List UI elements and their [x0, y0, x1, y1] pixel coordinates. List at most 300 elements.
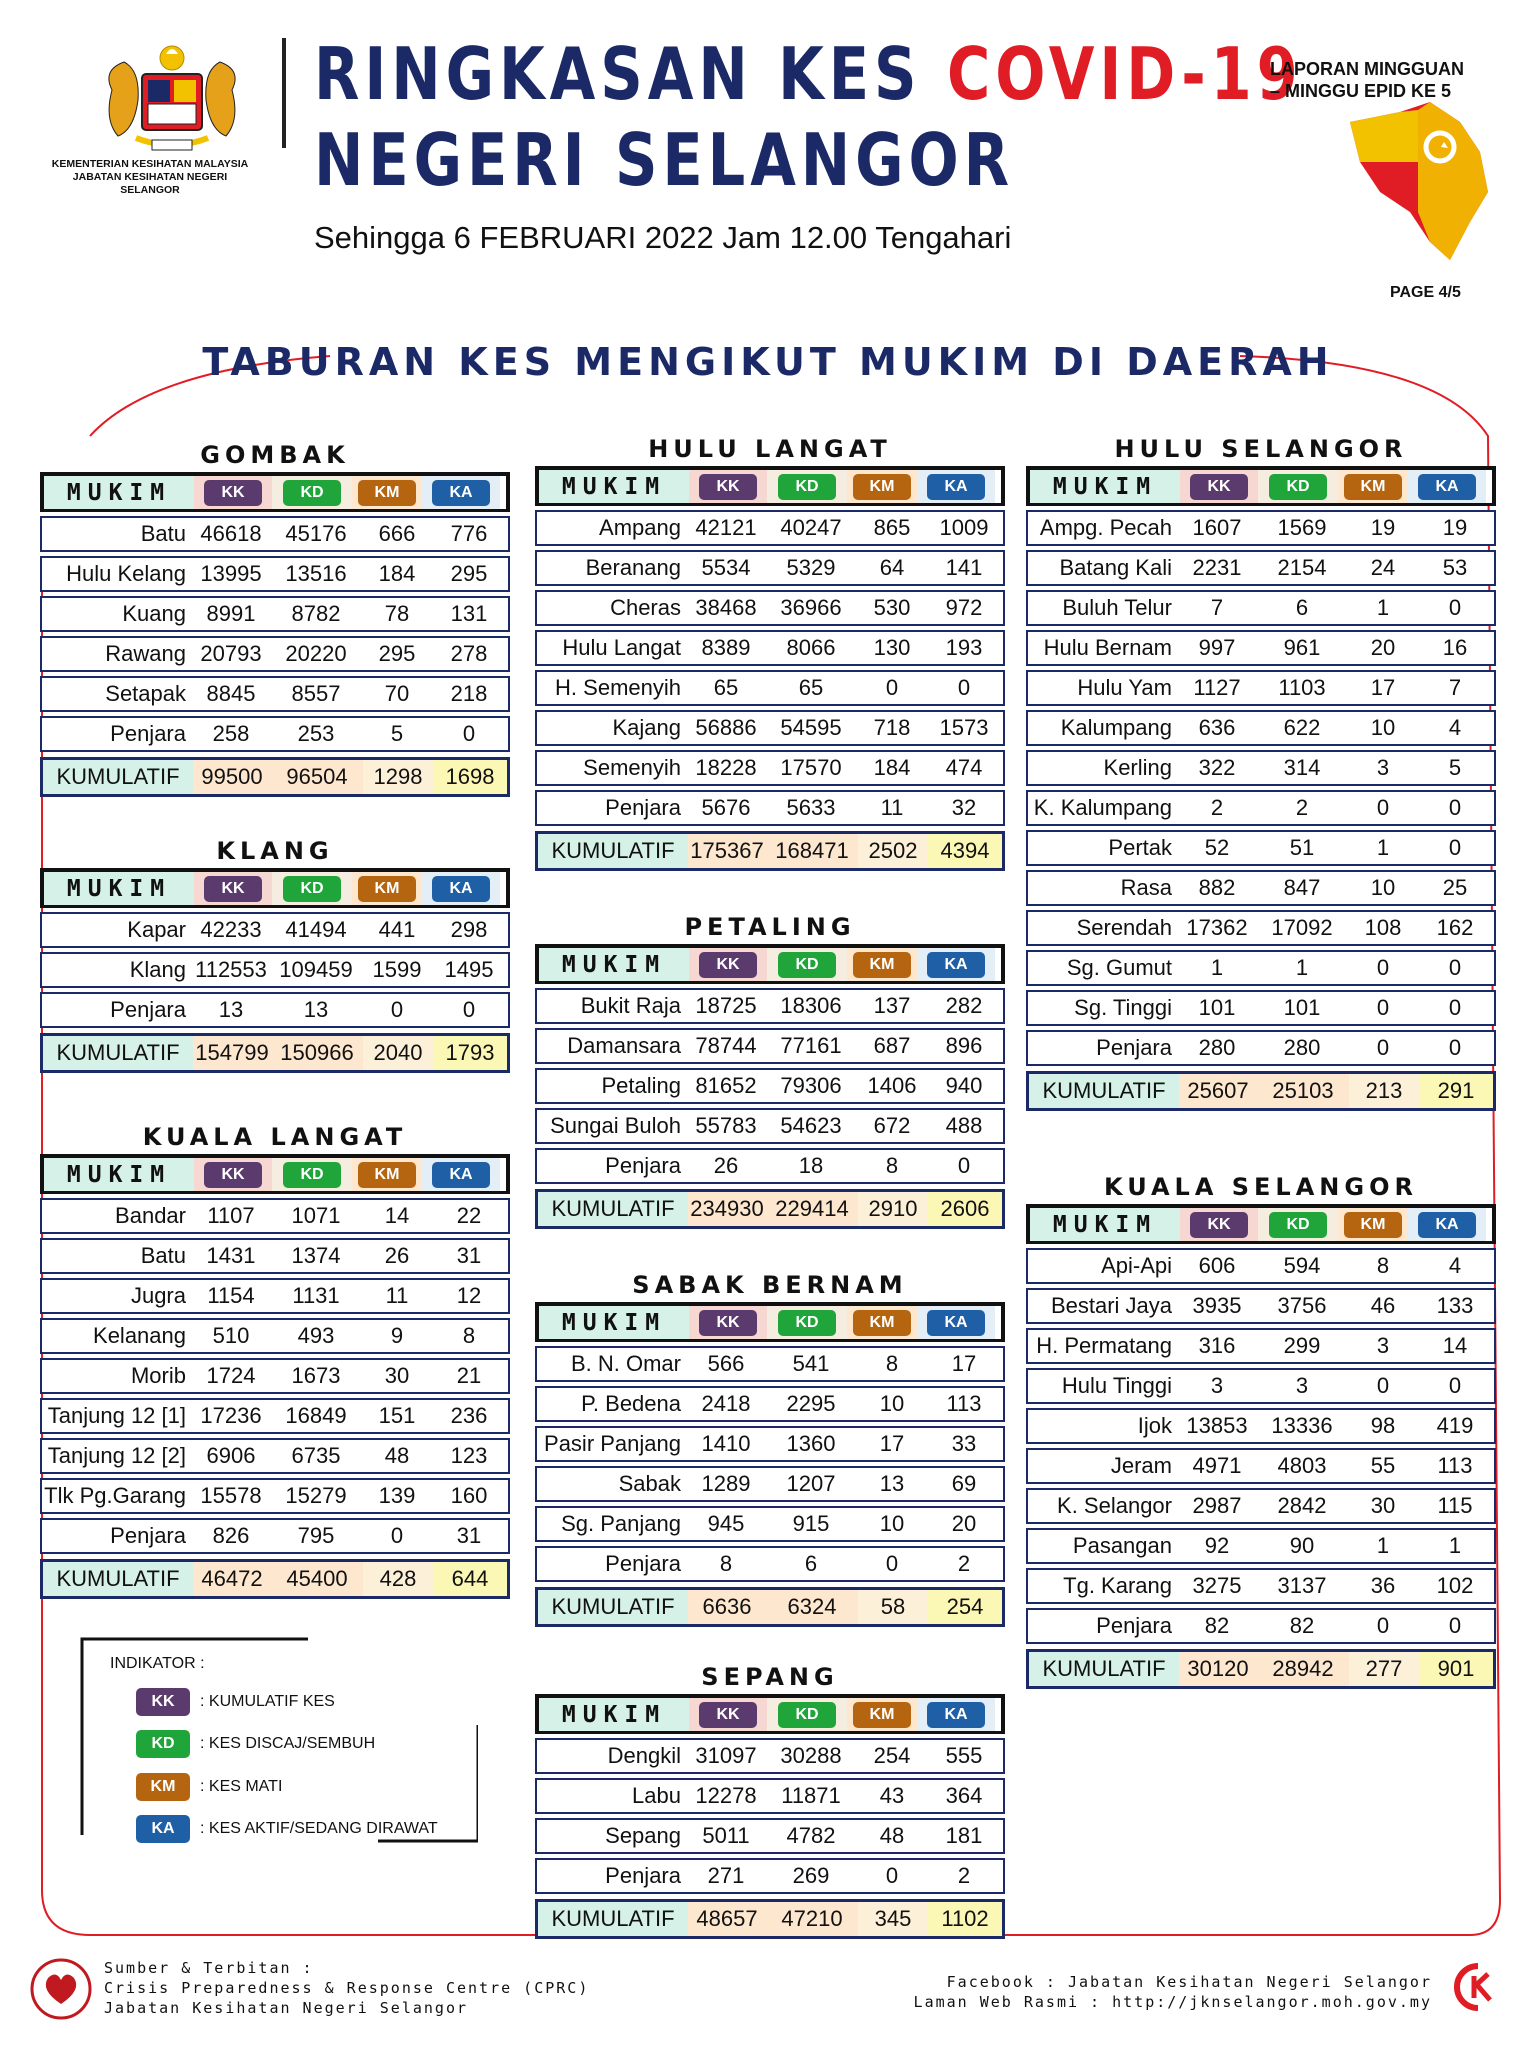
value-kk: 826	[212, 1523, 250, 1548]
value-km: 137	[873, 993, 911, 1018]
column-ka-cell	[917, 1306, 995, 1339]
table-row	[40, 1278, 510, 1314]
value-ka: 20	[951, 1511, 977, 1536]
value-km: 14	[384, 1203, 410, 1228]
column-mukim: MUKIM	[539, 948, 689, 981]
value-km: 130	[873, 635, 911, 660]
mukim-name: Hulu Yam	[1077, 675, 1172, 700]
value-kd: 13516	[285, 561, 347, 586]
table-row	[40, 1518, 510, 1554]
table-row	[40, 636, 510, 672]
mukim-name: Jeram	[1110, 1453, 1172, 1478]
mukim-name: Setapak	[105, 681, 186, 706]
value-kd: 915	[792, 1511, 830, 1536]
value-kd: 6735	[291, 1443, 341, 1468]
value-kk: 2418	[701, 1391, 751, 1416]
value-km: 184	[378, 561, 416, 586]
value-km: 441	[378, 917, 416, 942]
mukim-name: Kapar	[127, 917, 186, 942]
total-km: 1298	[363, 760, 433, 794]
value-ka: 31	[456, 1523, 482, 1548]
total-label: KUMULATIF	[43, 1036, 193, 1070]
value-kd: 18306	[780, 993, 842, 1018]
table-header	[40, 868, 510, 908]
table-row	[1026, 950, 1496, 986]
section-title: TABURAN KES MENGIKUT MUKIM DI DAERAH	[202, 340, 1334, 384]
table-row	[535, 750, 1005, 786]
district-hulu-langat	[535, 432, 1005, 871]
total-label: KUMULATIF	[538, 1590, 688, 1624]
value-kd: 54595	[780, 715, 842, 740]
table-row	[40, 1478, 510, 1514]
column-km-cell	[847, 1306, 917, 1339]
mukim-name: Tg. Karang	[1063, 1573, 1172, 1598]
table-row	[535, 630, 1005, 666]
value-km: 30	[384, 1363, 410, 1388]
value-km: 0	[885, 1551, 899, 1576]
total-km: 2040	[363, 1036, 433, 1070]
value-ka: 1	[1448, 1533, 1462, 1558]
total-km: 345	[858, 1902, 928, 1936]
value-ka: 181	[945, 1823, 983, 1848]
value-ka: 474	[945, 755, 983, 780]
value-kd: 1673	[291, 1363, 341, 1388]
value-ka: 14	[1442, 1333, 1468, 1358]
value-ka: 7	[1448, 675, 1462, 700]
legend-ka-badge: KA	[136, 1815, 190, 1843]
value-kk: 510	[212, 1323, 250, 1348]
value-km: 9	[390, 1323, 404, 1348]
total-kk: 6636	[688, 1590, 766, 1624]
value-km: 11	[385, 1283, 409, 1308]
column-kk-cell	[194, 476, 272, 509]
mukim-name: Damansara	[567, 1033, 681, 1058]
district-name: GOMBAK	[200, 441, 350, 469]
value-ka: 896	[945, 1033, 983, 1058]
table-row	[1026, 750, 1496, 786]
value-km: 1	[1376, 1533, 1390, 1558]
value-km: 254	[873, 1743, 911, 1768]
footer-left-line1: Sumber & Terbitan :	[104, 1959, 314, 1977]
total-kd: 168471	[766, 834, 858, 868]
mukim-name: Beranang	[585, 555, 681, 580]
value-kd: 20220	[285, 641, 347, 666]
value-ka: 0	[957, 675, 971, 700]
value-ka: 2	[957, 1551, 971, 1576]
value-ka: 4	[1448, 1253, 1462, 1278]
value-km: 0	[390, 997, 404, 1022]
footer-contact	[820, 1972, 1432, 2012]
value-ka: 17	[951, 1351, 977, 1376]
value-kd: 961	[1283, 635, 1321, 660]
column-kk-cell	[1180, 470, 1258, 503]
column-km-cell	[847, 948, 917, 981]
value-ka: 160	[450, 1483, 488, 1508]
value-km: 36	[1370, 1573, 1396, 1598]
value-kk: 42233	[200, 917, 262, 942]
value-kk: 52	[1204, 835, 1230, 860]
column-kk-cell	[1180, 1208, 1258, 1241]
value-km: 1	[1376, 595, 1390, 620]
total-kd: 45400	[271, 1562, 363, 1596]
value-ka: 236	[450, 1403, 488, 1428]
district-name: SABAK BERNAM	[632, 1271, 908, 1299]
mukim-name: Sungai Buloh	[550, 1113, 681, 1138]
mukim-name: Sepang	[605, 1823, 681, 1848]
table-row	[40, 1198, 510, 1234]
jkn-logo	[1448, 1962, 1508, 2012]
total-label: KUMULATIF	[1029, 1652, 1179, 1686]
value-km: 0	[1376, 1613, 1390, 1638]
legend-item-ka	[136, 1815, 438, 1843]
table-row	[535, 1466, 1005, 1502]
table-row	[1026, 1408, 1496, 1444]
table-row	[535, 550, 1005, 586]
total-kd: 6324	[766, 1590, 858, 1624]
mukim-name: Petaling	[601, 1073, 681, 1098]
total-row	[1026, 1071, 1496, 1111]
value-kd: 1	[1295, 955, 1309, 980]
mukim-name: Penjara	[605, 1551, 681, 1576]
value-km: 184	[873, 755, 911, 780]
table-row	[40, 516, 510, 552]
total-label: KUMULATIF	[538, 1192, 688, 1226]
column-ka-cell	[1408, 1208, 1486, 1241]
value-kk: 2	[1210, 795, 1224, 820]
value-kk: 5676	[701, 795, 751, 820]
column-kk-badge: KK	[204, 480, 262, 506]
mukim-name: Kajang	[612, 715, 681, 740]
legend-item-km	[136, 1773, 282, 1801]
total-label: KUMULATIF	[43, 1562, 193, 1596]
table-row	[40, 1318, 510, 1354]
value-km: 666	[378, 521, 416, 546]
mukim-name: Kelanang	[93, 1323, 186, 1348]
value-kk: 12278	[695, 1783, 757, 1808]
value-km: 10	[879, 1391, 905, 1416]
value-kk: 13995	[200, 561, 262, 586]
value-kd: 1360	[786, 1431, 836, 1456]
value-kk: 636	[1198, 715, 1236, 740]
value-ka: 0	[1448, 595, 1462, 620]
column-ka-cell	[917, 470, 995, 503]
value-km: 530	[873, 595, 911, 620]
mukim-name: Hulu Langat	[562, 635, 681, 660]
table-row	[535, 1148, 1005, 1184]
value-kd: 269	[792, 1863, 830, 1888]
mukim-name: Tlk Pg.Garang	[44, 1483, 186, 1508]
column-ka-cell	[917, 948, 995, 981]
column-kd-badge: KD	[283, 480, 341, 506]
district-name: KUALA LANGAT	[142, 1123, 408, 1151]
total-row	[40, 757, 510, 797]
value-ka: 1573	[939, 715, 989, 740]
value-ka: 1009	[939, 515, 989, 540]
column-km-badge: KM	[853, 474, 911, 500]
value-ka: 278	[450, 641, 488, 666]
column-km-badge: KM	[853, 1310, 911, 1336]
table-row	[1026, 510, 1496, 546]
mukim-name: Ampg. Pecah	[1039, 515, 1172, 540]
legend-kk-text: : KUMULATIF KES	[200, 1693, 335, 1710]
value-kk: 38468	[695, 595, 757, 620]
value-kk: 5011	[702, 1823, 750, 1848]
table-row	[535, 1068, 1005, 1104]
column-km-badge: KM	[1344, 1212, 1402, 1238]
table-header	[1026, 1204, 1496, 1244]
table-row	[535, 1818, 1005, 1854]
mukim-name: Hulu Tinggi	[1061, 1373, 1172, 1398]
legend-kd-badge: KD	[136, 1730, 190, 1758]
table-row	[1026, 550, 1496, 586]
column-kk-badge: KK	[699, 474, 757, 500]
column-kk-badge: KK	[699, 1310, 757, 1336]
column-kk-cell	[194, 1158, 272, 1191]
total-ka: 1793	[433, 1036, 507, 1070]
value-ka: 31	[456, 1243, 482, 1268]
column-ka-badge: KA	[927, 1702, 985, 1728]
mukim-name: Hulu Kelang	[66, 561, 186, 586]
column-kk-badge: KK	[1190, 1212, 1248, 1238]
value-km: 0	[885, 675, 899, 700]
mukim-name: Semenyih	[583, 755, 681, 780]
value-ka: 5	[1448, 755, 1462, 780]
mukim-name: Labu	[632, 1783, 681, 1808]
total-ka: 901	[1419, 1652, 1493, 1686]
column-mukim: MUKIM	[539, 1698, 689, 1731]
column-kd-cell	[272, 872, 352, 905]
table-row	[1026, 830, 1496, 866]
table-row	[1026, 630, 1496, 666]
value-kd: 8557	[291, 681, 341, 706]
mukim-name: Morib	[130, 1363, 186, 1388]
table-row	[1026, 1448, 1496, 1484]
district-sepang	[535, 1660, 1005, 1939]
table-header	[535, 1694, 1005, 1734]
table-row	[535, 790, 1005, 826]
district-hulu-selangor	[1026, 432, 1496, 1111]
value-kd: 314	[1283, 755, 1321, 780]
table-row	[535, 1028, 1005, 1064]
value-ka: 295	[450, 561, 488, 586]
value-kk: 46618	[200, 521, 262, 546]
district-name: SEPANG	[701, 1663, 839, 1691]
table-row	[535, 590, 1005, 626]
table-row	[535, 1108, 1005, 1144]
column-kk-badge: KK	[699, 952, 757, 978]
header-divider	[282, 38, 286, 148]
total-ka: 1102	[928, 1902, 1002, 1936]
value-ka: 419	[1436, 1413, 1474, 1438]
value-ka: 555	[945, 1743, 983, 1768]
value-km: 48	[384, 1443, 410, 1468]
value-kd: 2295	[786, 1391, 836, 1416]
district-name: PETALING	[684, 913, 856, 941]
value-kd: 2154	[1277, 555, 1327, 580]
value-kd: 1071	[291, 1203, 341, 1228]
value-km: 1406	[867, 1073, 917, 1098]
column-kd-cell	[767, 1306, 847, 1339]
district-klang	[40, 834, 510, 1073]
value-km: 8	[885, 1153, 899, 1178]
value-km: 3	[1376, 755, 1390, 780]
table-row	[40, 912, 510, 948]
value-kd: 41494	[285, 917, 347, 942]
value-kk: 258	[212, 721, 250, 746]
weekly-line2: – MINGGU EPID KE 5	[1270, 81, 1452, 101]
value-ka: 0	[1448, 835, 1462, 860]
legend-kk-badge: KK	[136, 1688, 190, 1716]
table-header	[535, 466, 1005, 506]
total-kk: 175367	[688, 834, 766, 868]
value-ka: 972	[945, 595, 983, 620]
value-kd: 253	[297, 721, 335, 746]
value-km: 26	[384, 1243, 410, 1268]
value-kd: 8066	[786, 635, 836, 660]
table-row	[1026, 910, 1496, 946]
value-ka: 123	[450, 1443, 488, 1468]
value-kk: 17362	[1186, 915, 1248, 940]
mukim-name: Penjara	[1096, 1035, 1172, 1060]
total-kk: 30120	[1179, 1652, 1257, 1686]
value-kk: 13	[218, 997, 244, 1022]
value-kk: 316	[1198, 1333, 1236, 1358]
value-km: 0	[1376, 1373, 1390, 1398]
value-kk: 1607	[1192, 515, 1242, 540]
legend-km-text: : KES MATI	[200, 1778, 283, 1795]
value-kk: 280	[1198, 1035, 1236, 1060]
cprc-logo	[30, 1958, 92, 2020]
total-kd: 25103	[1257, 1074, 1349, 1108]
mukim-name: Klang	[129, 957, 186, 982]
mukim-name: Cheras	[610, 595, 681, 620]
total-ka: 2606	[928, 1192, 1002, 1226]
column-km-badge: KM	[853, 1702, 911, 1728]
legend-kd-text: : KES DISCAJ/SEMBUH	[200, 1735, 376, 1752]
table-row	[1026, 1608, 1496, 1644]
column-km-cell	[352, 872, 422, 905]
value-kd: 109459	[279, 957, 353, 982]
table-row	[1026, 1288, 1496, 1324]
mukim-name: K. Selangor	[1057, 1493, 1172, 1518]
value-ka: 0	[1448, 1035, 1462, 1060]
value-km: 24	[1370, 555, 1396, 580]
value-kd: 51	[1289, 835, 1315, 860]
table-row	[535, 670, 1005, 706]
table-row	[535, 1778, 1005, 1814]
value-km: 295	[378, 641, 416, 666]
column-kd-cell	[767, 470, 847, 503]
value-kd: 1569	[1277, 515, 1327, 540]
value-ka: 22	[456, 1203, 482, 1228]
value-kd: 4803	[1277, 1453, 1327, 1478]
value-kk: 82	[1204, 1613, 1230, 1638]
column-kk-badge: KK	[699, 1702, 757, 1728]
value-km: 17	[1370, 675, 1396, 700]
value-km: 20	[1370, 635, 1396, 660]
value-ka: 113	[946, 1391, 982, 1416]
table-row	[535, 1346, 1005, 1382]
total-kk: 154799	[193, 1036, 271, 1070]
table-row	[40, 992, 510, 1028]
page-number: PAGE 4/5	[1390, 284, 1461, 301]
value-km: 64	[879, 555, 905, 580]
column-kd-cell	[767, 948, 847, 981]
total-row	[40, 1033, 510, 1073]
value-kk: 15578	[200, 1483, 262, 1508]
mukim-name: Batang Kali	[1059, 555, 1172, 580]
value-kd: 3	[1295, 1373, 1309, 1398]
value-kd: 90	[1289, 1533, 1315, 1558]
table-row	[535, 1386, 1005, 1422]
column-km-badge: KM	[853, 952, 911, 978]
value-km: 8	[1376, 1253, 1390, 1278]
total-kk: 234930	[688, 1192, 766, 1226]
value-kd: 82	[1289, 1613, 1315, 1638]
value-kd: 795	[297, 1523, 335, 1548]
mukim-name: Penjara	[605, 795, 681, 820]
value-kk: 31097	[695, 1743, 757, 1768]
value-kd: 1207	[786, 1471, 836, 1496]
legend-title: INDIKATOR :	[110, 1655, 205, 1672]
total-row	[535, 1899, 1005, 1939]
value-kd: 3756	[1277, 1293, 1327, 1318]
district-name: KUALA SELANGOR	[1104, 1173, 1418, 1201]
value-kk: 26	[713, 1153, 739, 1178]
footer-source	[104, 1958, 589, 2018]
value-kd: 4782	[786, 1823, 836, 1848]
value-kk: 78744	[695, 1033, 757, 1058]
column-ka-badge: KA	[1418, 1212, 1476, 1238]
column-kk-cell	[194, 872, 272, 905]
value-ka: 0	[1448, 1613, 1462, 1638]
value-kk: 566	[707, 1351, 745, 1376]
table-row	[40, 952, 510, 988]
total-kk: 99500	[193, 760, 271, 794]
column-kd-cell	[767, 1698, 847, 1731]
mukim-name: Dengkil	[607, 1743, 681, 1768]
footer-facebook[interactable]: Facebook : Jabatan Kesihatan Negeri Selangor	[946, 1973, 1432, 1991]
total-ka: 1698	[433, 760, 507, 794]
total-label: KUMULATIF	[43, 760, 193, 794]
column-mukim: MUKIM	[44, 476, 194, 509]
column-ka-cell	[917, 1698, 995, 1731]
value-km: 0	[1376, 955, 1390, 980]
mukim-name: Kalumpang	[1060, 715, 1172, 740]
mukim-name: Ijok	[1137, 1413, 1172, 1438]
value-ka: 218	[450, 681, 488, 706]
value-kk: 55783	[695, 1113, 757, 1138]
column-kk-badge: KK	[1190, 474, 1248, 500]
value-ka: 282	[945, 993, 983, 1018]
value-kk: 945	[707, 1511, 745, 1536]
column-mukim: MUKIM	[44, 1158, 194, 1191]
footer-website[interactable]: Laman Web Rasmi : http://jknselangor.moh.gov.my	[913, 1993, 1432, 2011]
report-date: Sehingga 6 FEBRUARI 2022 Jam 12.00 Tengahari	[314, 220, 1012, 255]
table-row	[1026, 1528, 1496, 1564]
column-km-cell	[1338, 1208, 1408, 1241]
footer-left-line3: Jabatan Kesihatan Negeri Selangor	[104, 1999, 469, 2017]
table-row	[1026, 1368, 1496, 1404]
value-ka: 4	[1448, 715, 1462, 740]
value-ka: 0	[1448, 995, 1462, 1020]
mukim-name: Penjara	[110, 721, 186, 746]
value-km: 30	[1370, 1493, 1396, 1518]
mukim-name: Batu	[140, 1243, 186, 1268]
value-kd: 5633	[786, 795, 836, 820]
value-kk: 5534	[701, 555, 751, 580]
table-row	[40, 1398, 510, 1434]
